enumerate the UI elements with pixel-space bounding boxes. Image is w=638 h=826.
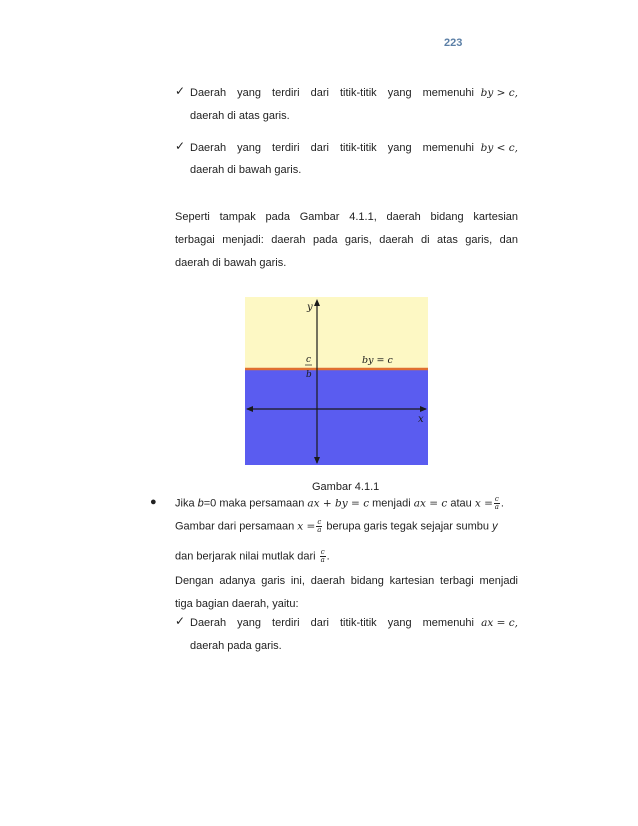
paragraph-line: Seperti tampak pada Gambar 4.1.1, daerah bidang kartesian bbox=[175, 211, 518, 223]
text: menjadi bbox=[372, 497, 411, 510]
x-axis-label: x bbox=[418, 414, 424, 425]
equation: ax = c bbox=[413, 497, 448, 510]
region-below-line bbox=[245, 369, 428, 465]
variable-y: y bbox=[492, 520, 498, 533]
checkmark-icon: ✓ bbox=[175, 84, 186, 98]
text: . bbox=[500, 497, 504, 510]
paragraph-line: terbagai menjadi: daerah pada garis, daerah di atas garis, dan bbox=[175, 234, 518, 246]
text: atau bbox=[450, 497, 472, 510]
list-item bbox=[190, 141, 518, 155]
text: =0 maka persamaan bbox=[203, 497, 305, 510]
fraction-c-label: c bbox=[306, 355, 312, 365]
checkmark-icon: ✓ bbox=[175, 139, 186, 153]
bullet-line-3 bbox=[175, 549, 330, 564]
fraction bbox=[494, 496, 500, 511]
bullet-line-1 bbox=[175, 496, 504, 511]
cartesian-figure bbox=[245, 297, 428, 465]
fraction-denominator: a bbox=[320, 556, 325, 564]
fraction bbox=[316, 519, 322, 534]
bullet-icon: ● bbox=[150, 496, 157, 508]
fraction-denominator: a bbox=[494, 503, 499, 511]
list-item-text: Daerah yang terdiri dari titik-titik yang memenuhi bbox=[190, 87, 474, 99]
fraction-b-label: b bbox=[306, 370, 312, 380]
list-item bbox=[190, 616, 518, 630]
paragraph-line: daerah di bawah garis. bbox=[175, 257, 287, 269]
line-label: by = c bbox=[362, 355, 393, 366]
list-item-continuation: daerah di atas garis. bbox=[190, 110, 290, 122]
text: . bbox=[326, 550, 330, 563]
text: dan berjarak nilai mutlak dari bbox=[175, 550, 316, 563]
list-item-continuation: daerah di bawah garis. bbox=[190, 164, 302, 176]
equation: x = bbox=[474, 497, 493, 510]
bullet-line-5: tiga bagian daerah, yaitu: bbox=[175, 598, 299, 610]
checkmark-icon: ✓ bbox=[175, 614, 186, 628]
fraction-numerator: c bbox=[317, 518, 322, 526]
list-item-math: by > c, bbox=[480, 87, 518, 99]
variable-b: b bbox=[197, 497, 204, 510]
fraction-numerator: c bbox=[494, 495, 499, 503]
equation: x = bbox=[297, 520, 316, 533]
list-item-math: by < c, bbox=[480, 142, 518, 154]
text: berupa garis tegak sejajar sumbu bbox=[326, 520, 489, 533]
bullet-line-4: Dengan adanya garis ini, daerah bidang kartesian terbagi menjadi bbox=[175, 575, 518, 587]
text: Jika bbox=[175, 497, 195, 510]
list-item bbox=[190, 86, 518, 100]
list-item-text: Daerah yang terdiri dari titik-titik yang memenuhi bbox=[190, 617, 474, 629]
fraction bbox=[320, 549, 326, 564]
fraction-denominator: a bbox=[317, 526, 322, 534]
list-item-text: Daerah yang terdiri dari titik-titik yang memenuhi bbox=[190, 142, 474, 154]
fraction-numerator: c bbox=[320, 548, 325, 556]
bullet-line-2 bbox=[175, 519, 498, 534]
list-item-math: ax = c, bbox=[481, 617, 518, 629]
list-item-continuation: daerah pada garis. bbox=[190, 640, 282, 652]
page-number: 223 bbox=[444, 37, 463, 49]
text: Gambar dari persamaan bbox=[175, 520, 295, 533]
region-above-line bbox=[245, 297, 428, 369]
figure-caption: Gambar 4.1.1 bbox=[312, 481, 380, 493]
equation: ax + by = c bbox=[307, 497, 370, 510]
y-axis-label: y bbox=[307, 302, 313, 313]
